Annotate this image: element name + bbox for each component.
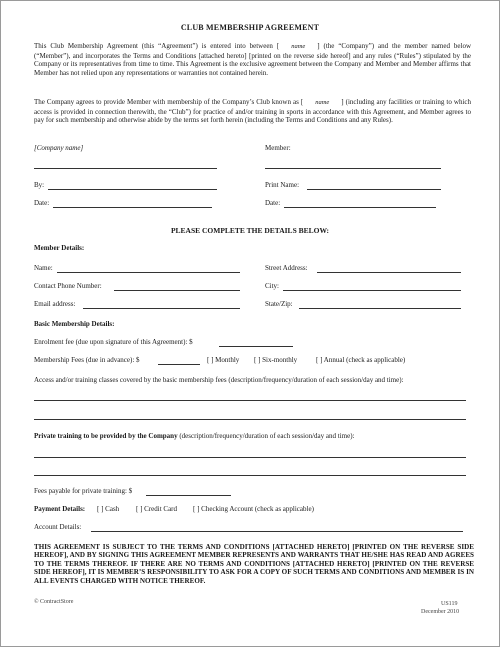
private-training-label: Private training to be provided by the Company (description/frequency/duration of each session/day and time): xyxy=(34,432,355,440)
city-field[interactable] xyxy=(283,290,461,291)
company-name-label: [Company name] xyxy=(34,144,84,152)
private-training-line-1[interactable] xyxy=(34,457,466,458)
member-label: Member: xyxy=(265,144,291,152)
company-name-line[interactable] xyxy=(34,168,217,169)
state-zip-field[interactable] xyxy=(299,308,461,309)
annual-checkbox[interactable]: [ ] Annual (check as applicable) xyxy=(316,356,406,364)
details-heading: PLEASE COMPLETE THE DETAILS BELOW: xyxy=(170,226,330,235)
name-field[interactable] xyxy=(57,272,240,273)
six-monthly-checkbox[interactable]: [ ] Six-monthly xyxy=(254,356,298,364)
city-label: City: xyxy=(265,282,280,290)
monthly-checkbox[interactable]: [ ] Monthly xyxy=(207,356,240,364)
phone-field[interactable] xyxy=(114,290,240,291)
phone-label: Contact Phone Number: xyxy=(34,282,102,290)
date-label-member: Date: xyxy=(265,199,281,207)
by-label: By: xyxy=(34,181,45,189)
membership-fees-label: Membership Fees (due in advance): $ xyxy=(34,356,140,364)
email-label: Email address: xyxy=(34,300,76,308)
account-details-label: Account Details: xyxy=(34,523,82,531)
print-name-label: Print Name: xyxy=(265,181,300,189)
member-signature-line[interactable] xyxy=(265,168,441,169)
print-name-line[interactable] xyxy=(307,189,441,190)
email-field[interactable] xyxy=(83,308,240,309)
access-classes-line-2[interactable] xyxy=(34,419,466,420)
payment-details-heading: Payment Details: xyxy=(34,505,86,513)
date-line-company[interactable] xyxy=(53,207,212,208)
date-label-company: Date: xyxy=(34,199,50,207)
access-classes-label: Access and/or training classes covered by the basic membership fees (description/frequency/duration of each session/day and time): xyxy=(34,376,404,384)
intro-paragraph-1: This Club Membership Agreement (this “Agreement”) is entered into between [ name ] (the “Company”) and the member named below (“Member”), and incorporates the Terms and Conditions [attached hereto] [printed on the reverse side hereof] and any rules (“Rules”) stipulated by the Company or its representatives from time to time. This Agreement is the exclusive agreement between the Company and Member and Member affirms that Member has not relied upon any representations or warranties not contained herein. xyxy=(34,42,472,77)
account-details-field[interactable] xyxy=(91,531,463,532)
state-zip-label: State/Zip: xyxy=(265,300,293,308)
form-date: December 2010 xyxy=(421,609,460,615)
private-training-fees-label: Fees payable for private training: $ xyxy=(34,487,133,495)
by-line[interactable] xyxy=(48,189,217,190)
private-training-line-2[interactable] xyxy=(34,475,466,476)
checking-account-checkbox[interactable]: [ ] Checking Account (check as applicable) xyxy=(193,505,314,513)
company-name-placeholder[interactable]: name xyxy=(291,43,306,50)
name-label: Name: xyxy=(34,264,53,272)
document-title: CLUB MEMBERSHIP AGREEMENT xyxy=(180,23,320,32)
form-code: US119 xyxy=(441,601,458,607)
private-training-fees-field[interactable] xyxy=(146,495,231,496)
membership-fees-field[interactable] xyxy=(158,364,200,365)
access-classes-line-1[interactable] xyxy=(34,400,466,401)
club-name-placeholder[interactable]: name xyxy=(315,99,330,106)
basic-membership-heading: Basic Membership Details: xyxy=(34,320,115,328)
street-address-field[interactable] xyxy=(317,272,461,273)
terms-warning: THIS AGREEMENT IS SUBJECT TO THE TERMS AND CONDITIONS [ATTACHED HERETO] [PRINTED ON THE REVERSE SIDE HEREOF], AND BY SIGNING THIS AGREEMENT MEMBER REPRESENTS AND WARRANTS THAT HE/SHE HAS READ AND AGREES TO THE TERMS THEREOF. IF THERE ARE NO TERMS AND CONDITIONS [ATTACHED HERETO] [PRINTED ON THE REVERSE SIDE HEREOF], IT IS MEMBER’S RESPONSIBILITY TO ASK FOR A COPY OF SUCH TERMS AND CONDITIONS AND MEMBER IS IN ALL EVENTS CHARGED WITH NOTICE THEREOF. xyxy=(34,543,474,585)
enrolment-fee-label: Enrolment fee (due upon signature of this Agreement): $ xyxy=(34,338,193,346)
member-details-heading: Member Details: xyxy=(34,244,85,252)
street-address-label: Street Address: xyxy=(265,264,308,272)
copyright-footer: © ContractStore xyxy=(34,599,74,605)
enrolment-fee-field[interactable] xyxy=(219,346,293,347)
cash-checkbox[interactable]: [ ] Cash xyxy=(97,505,120,513)
intro-paragraph-2: The Company agrees to provide Member with membership of the Company’s Club known as [ name ] (including any facilities or training to which access is provided in connection therewith, the “Club”) for practice of and/or training in sports in accordance with this Agreement, and Member agrees to pay for such membership and otherwise abide by the terms set forth herein (including the Terms and Conditions and any Rules). xyxy=(34,98,471,125)
date-line-member[interactable] xyxy=(284,207,436,208)
credit-card-checkbox[interactable]: [ ] Credit Card xyxy=(136,505,178,513)
